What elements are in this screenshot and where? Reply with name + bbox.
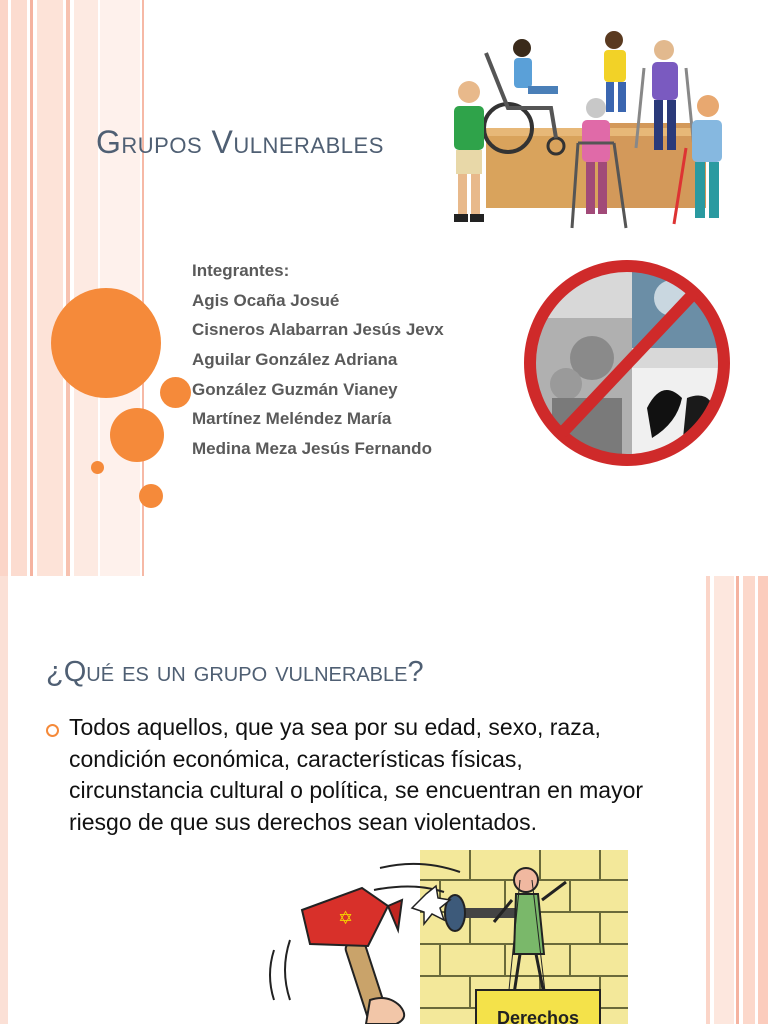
member-name: Martínez Meléndez María xyxy=(192,409,392,429)
svg-text:✡: ✡ xyxy=(338,908,354,929)
hammer-rights-cartoon xyxy=(250,850,628,1024)
slide-title: Grupos Vulnerables xyxy=(96,124,384,160)
decor-circle xyxy=(110,408,164,462)
members-heading: Integrantes: xyxy=(192,261,290,280)
decor-stripe xyxy=(714,576,734,1024)
member-name: González Guzmán Vianey xyxy=(192,379,398,399)
decor-stripe xyxy=(758,576,768,1024)
member-name: Medina Meza Jesús Fernando xyxy=(192,439,432,459)
prohibition-sign-photo-collage xyxy=(522,258,732,468)
slide-2-title: ¿Qué es un grupo vulnerable? xyxy=(46,656,424,688)
bullet-circle-icon xyxy=(46,724,59,737)
decor-stripe xyxy=(743,576,755,1024)
decor-stripe xyxy=(11,0,27,576)
derechos-sign-text: Derechos xyxy=(496,1008,580,1024)
decor-circle xyxy=(51,288,161,398)
decor-stripe xyxy=(66,0,70,576)
vulnerable-group-figures-illustration xyxy=(436,28,728,240)
decor-stripe xyxy=(74,0,98,576)
member-name: Agis Ocaña Josué xyxy=(192,290,340,310)
decor-circle xyxy=(91,461,104,474)
decor-stripe xyxy=(0,576,8,1024)
member-name: Aguilar González Adriana xyxy=(192,350,398,370)
decor-stripe xyxy=(706,576,710,1024)
bullet-text: Todos aquellos, que ya sea por su edad, sexo, raza, condición económica, características físicas, circunstancia cultural o política, se encuentran en mayor riesgo de que sus derechos sean violentados. xyxy=(69,714,644,835)
decor-stripe xyxy=(37,0,63,576)
decor-stripe xyxy=(0,0,8,576)
decor-stripe xyxy=(30,0,33,576)
decor-circle xyxy=(160,377,191,408)
member-name: Cisneros Alabarran Jesús Jevx xyxy=(192,320,444,340)
decor-stripe xyxy=(736,576,739,1024)
members-list xyxy=(192,256,444,464)
decor-circle xyxy=(139,484,163,508)
